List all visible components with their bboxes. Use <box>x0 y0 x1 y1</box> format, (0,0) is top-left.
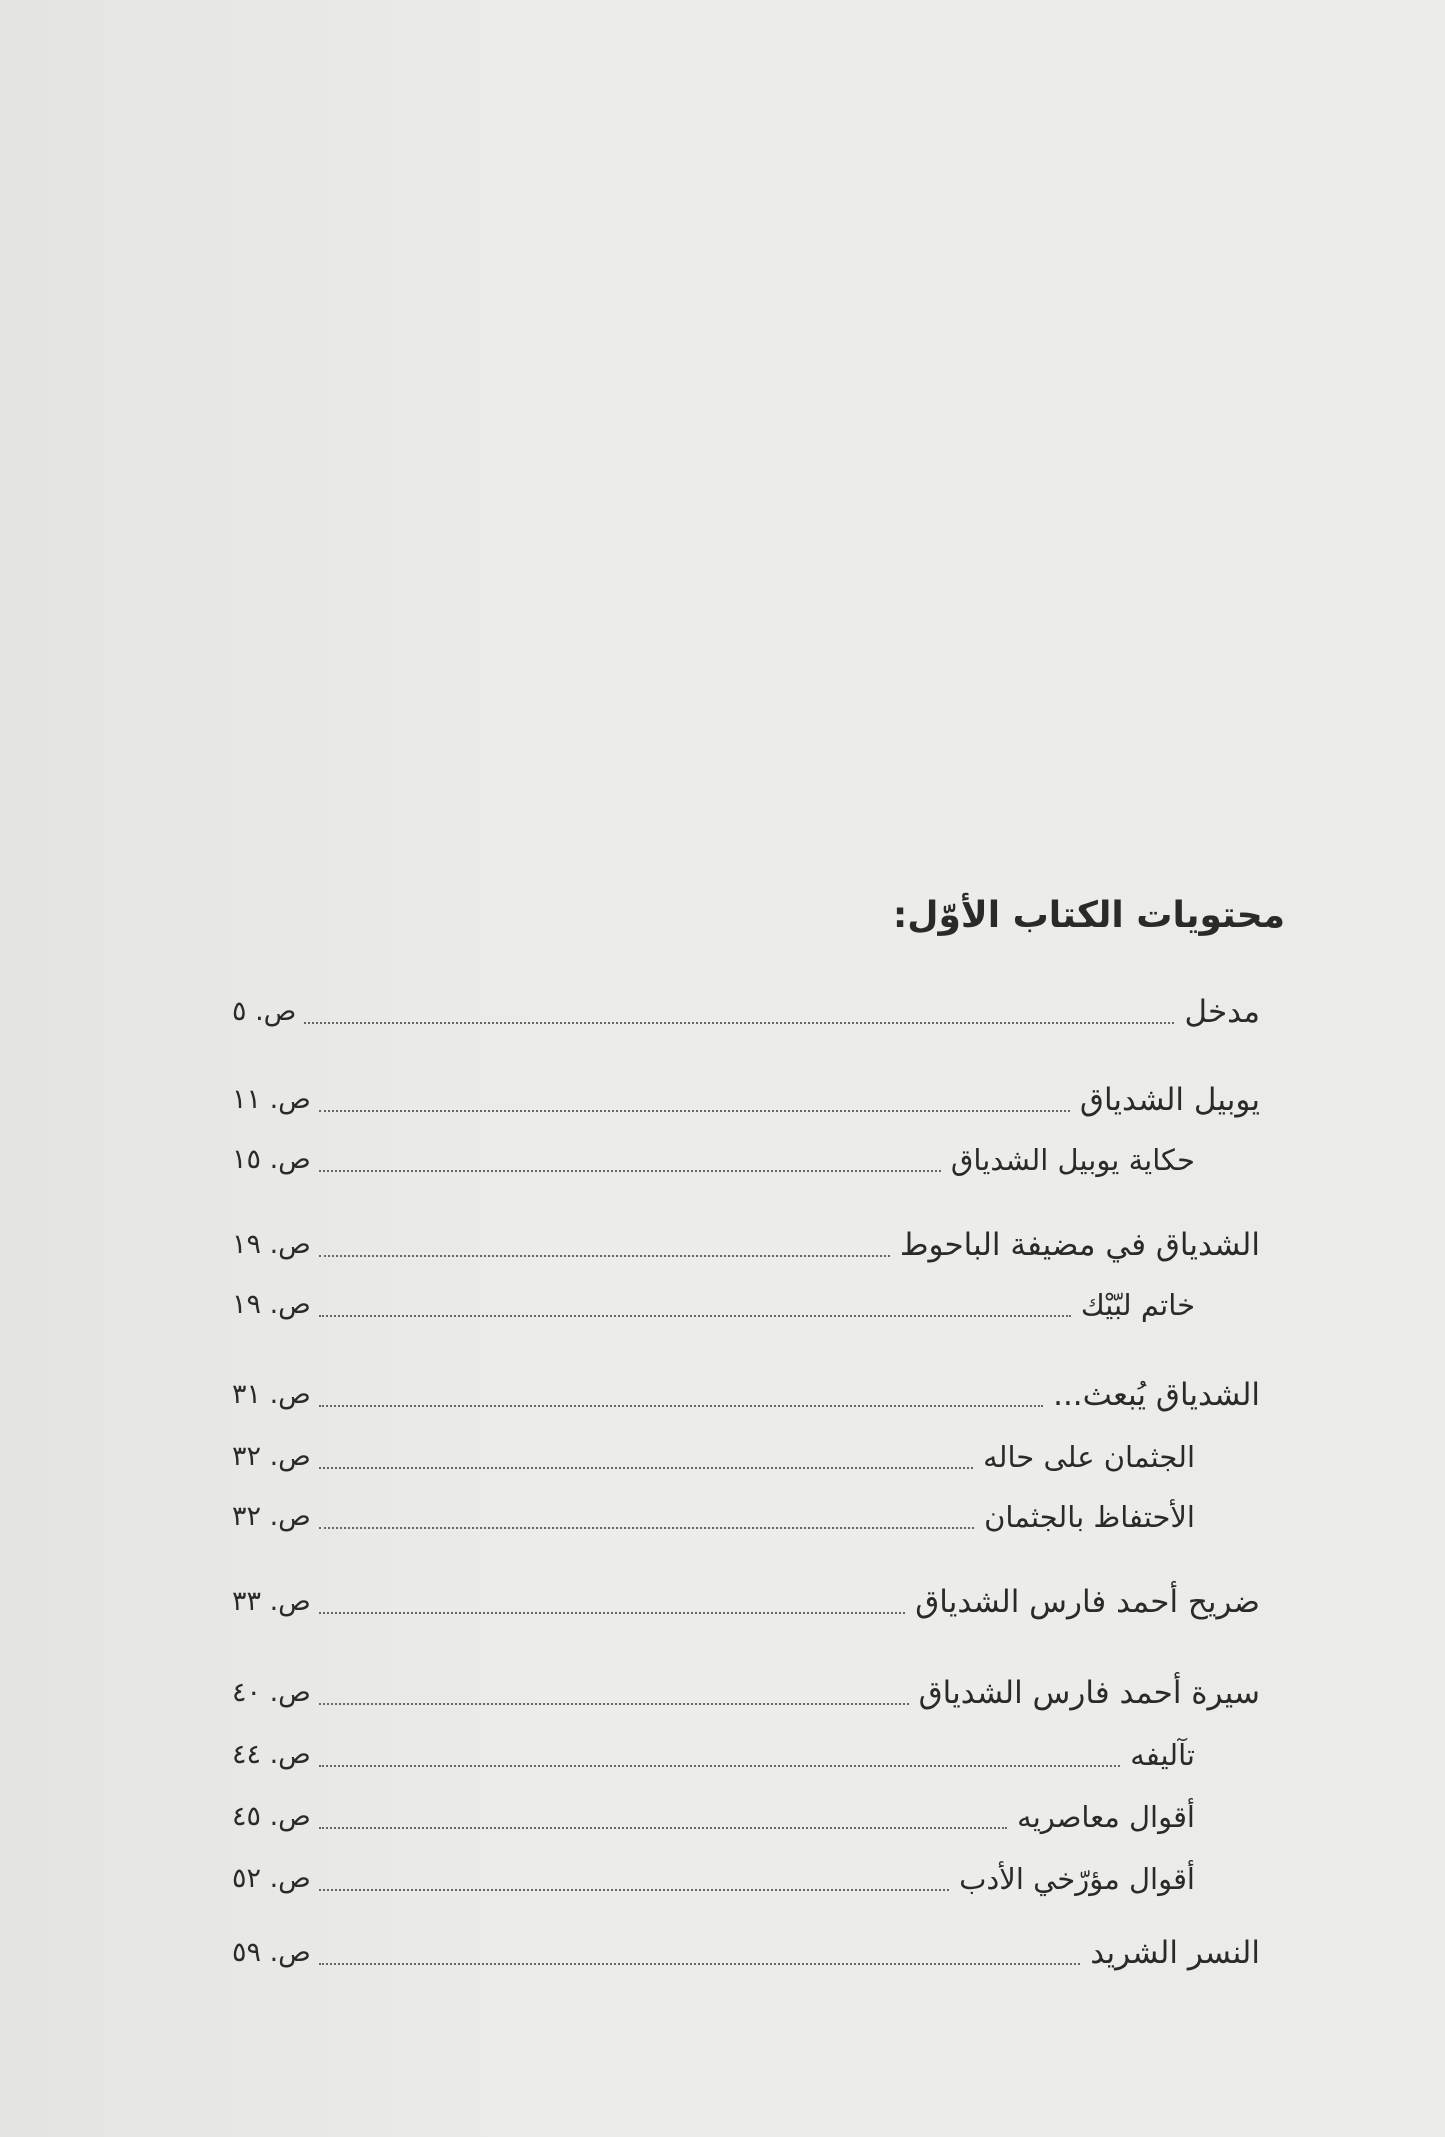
toc-entry <box>0 1225 1445 1265</box>
toc-entry-label: سيرة أحمد فارس الشدياق <box>918 1675 1260 1711</box>
toc-entry-page: ص. ١٥ <box>232 1144 311 1175</box>
dot-leader <box>319 1963 1080 1965</box>
toc-entry-label: حكاية يوبيل الشدياق <box>950 1143 1195 1177</box>
dot-leader <box>319 1467 973 1469</box>
toc-entry-page: ص. ١١ <box>232 1084 311 1115</box>
toc-entry-label: ضريح أحمد فارس الشدياق <box>915 1584 1260 1620</box>
toc-entry-label: النسر الشريد <box>1090 1935 1260 1971</box>
toc-entry-label: الأحتفاظ بالجثمان <box>984 1500 1195 1534</box>
toc-entry <box>0 1673 1445 1713</box>
toc-entry-label: أقوال معاصريه <box>1017 1800 1195 1834</box>
toc-entry-page: ص. ٤٠ <box>232 1677 311 1708</box>
toc-entry <box>0 1582 1445 1622</box>
dot-leader <box>319 1255 890 1257</box>
toc-entry <box>0 1735 1445 1775</box>
toc-entry <box>0 1285 1445 1325</box>
toc-entry-label: تآليفه <box>1130 1738 1195 1772</box>
dot-leader <box>304 1022 1174 1024</box>
toc-entry-page: ص. ٣٢ <box>232 1501 311 1532</box>
toc-entry <box>0 1797 1445 1837</box>
toc-entry <box>0 1859 1445 1899</box>
toc-entry-page: ص. ١٩ <box>232 1229 311 1260</box>
toc-entry-page: ص. ٥٢ <box>232 1863 311 1894</box>
toc-entry <box>0 1375 1445 1415</box>
toc-title: محتويات الكتاب الأوّل: <box>892 895 1285 936</box>
toc-entry-label: خاتم لبّيْك <box>1080 1288 1195 1322</box>
toc-entry <box>0 992 1445 1032</box>
toc-entry-page: ص. ٥ <box>232 996 297 1027</box>
toc-entry <box>0 1933 1445 1973</box>
toc-entry <box>0 1437 1445 1477</box>
toc-entry-label: الجثمان على حاله <box>983 1440 1195 1474</box>
toc-entry-page: ص. ٣٢ <box>232 1441 311 1472</box>
dot-leader <box>319 1827 1007 1829</box>
toc-entry <box>0 1080 1445 1120</box>
dot-leader <box>319 1405 1043 1407</box>
dot-leader <box>319 1315 1071 1317</box>
dot-leader <box>319 1527 974 1529</box>
dot-leader <box>319 1703 909 1705</box>
toc-entry-page: ص. ٣١ <box>232 1379 311 1410</box>
toc-entry-label: يوبيل الشدياق <box>1079 1082 1260 1118</box>
dot-leader <box>319 1170 941 1172</box>
toc-entry-page: ص. ٤٥ <box>232 1801 311 1832</box>
toc-entry-label: مدخل <box>1184 994 1260 1030</box>
toc-entry-page: ص. ٥٩ <box>232 1937 311 1968</box>
toc-entry-label: الشدياق في مضيفة الباحوط <box>899 1227 1260 1263</box>
toc-entry <box>0 1497 1445 1537</box>
dot-leader <box>319 1612 905 1614</box>
dot-leader <box>319 1889 949 1891</box>
toc-entry <box>0 1140 1445 1180</box>
toc-entry-page: ص. ١٩ <box>232 1289 311 1320</box>
toc-entry-page: ص. ٣٣ <box>232 1586 311 1617</box>
toc-entry-page: ص. ٤٤ <box>232 1739 311 1770</box>
toc-entry-label: الشدياق يُبعث... <box>1053 1377 1260 1413</box>
dot-leader <box>319 1110 1070 1112</box>
dot-leader <box>319 1765 1120 1767</box>
toc-entry-label: أقوال مؤرّخي الأدب <box>959 1862 1195 1896</box>
